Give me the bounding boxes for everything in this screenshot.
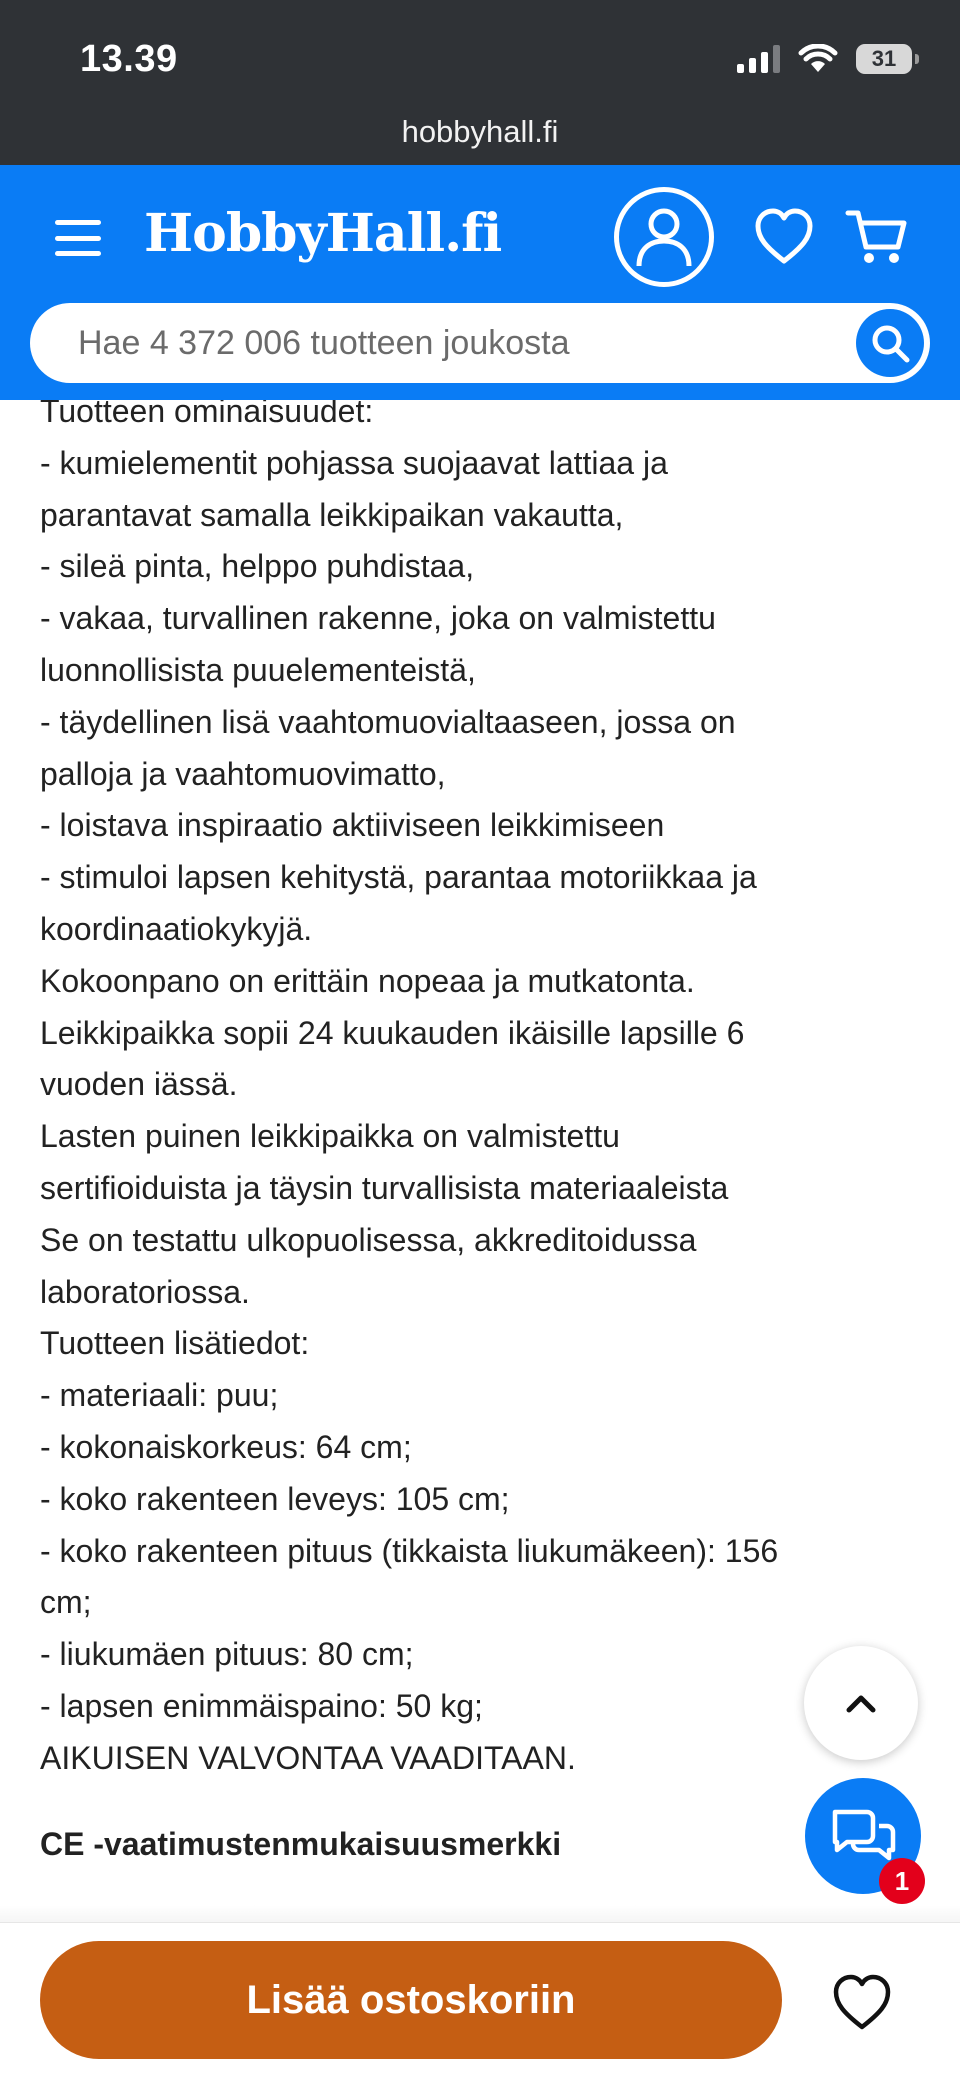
cart-icon[interactable] [844,203,910,269]
favorite-heart-icon[interactable] [830,1971,894,2035]
search-bar [30,303,930,383]
account-icon [635,206,693,268]
description-text [40,400,920,1785]
chevron-up-icon [841,1684,881,1722]
browser-url[interactable]: hobbyhall.fi [401,114,559,149]
description-line: AIKUISEN VALVONTAA VAADITAAN. [40,1739,576,1776]
description-line: - stimuloi lapsen kehitystä, parantaa motoriikkaa ja [40,859,757,896]
battery-level: 31 [871,46,897,71]
description-line: - kumielementit pohjassa suojaavat lattiaa ja [40,444,668,481]
description-line: luonnollisista puuelementeistä, [40,651,476,688]
description-line: vuoden iässä. [40,1066,238,1103]
heart-icon[interactable] [752,205,816,269]
search-button[interactable] [856,309,924,377]
status-icons [737,44,912,74]
description-line: laboratoriossa. [40,1273,250,1310]
chat-icon [829,1806,897,1866]
description-line: Tuotteen lisätiedot: [40,1325,310,1362]
description-line: - koko rakenteen pituus (tikkaista liukumäkeen): 156 [40,1532,779,1569]
wifi-icon [798,44,838,74]
battery-indicator [856,44,912,74]
bottom-action-bar [0,1922,960,2078]
description-line: Se on testattu ulkopuolisessa, akkreditoidussa [40,1221,697,1258]
site-logo[interactable]: HobbyHall.fi [144,203,502,264]
add-to-cart-button[interactable]: Lisää ostoskoriin [40,1941,782,2059]
description-line: - täydellinen lisä vaahtomuovialtaaseen, jossa on [40,703,736,740]
ce-heading: CE -vaatimustenmukaisuusmerkki [40,1826,562,1862]
description-line: Tuotteen ominaisuudet: [40,400,374,429]
description-line: cm; [40,1584,92,1621]
description-line: - materiaali: puu; [40,1377,279,1414]
search-input[interactable] [78,303,838,383]
chat-notification-badge: 1 [879,1858,925,1904]
description-line: - lapsen enimmäispaino: 50 kg; [40,1687,483,1724]
description-line: Lasten puinen leikkipaikka on valmistettu [40,1118,620,1155]
search-icon [869,322,911,364]
description-line: - koko rakenteen leveys: 105 cm; [40,1480,510,1517]
description-line: - vakaa, turvallinen rakenne, joka on valmistettu [40,600,716,637]
menu-icon[interactable] [55,220,101,256]
status-bar [0,0,960,165]
description-line: koordinaatiokykyjä. [40,910,313,947]
scroll-to-top-button[interactable] [804,1646,918,1760]
description-line: parantavat samalla leikkipaikan vakautta, [40,496,624,533]
description-line: sertifioiduista ja täysin turvallisista materiaaleista [40,1169,729,1206]
description-line: - loistava inspiraatio aktiiviseen leikkimiseen [40,807,665,844]
description-line: - kokonaiskorkeus: 64 cm; [40,1428,412,1465]
description-line: Kokoonpano on erittäin nopeaa ja mutkatonta. [40,962,695,999]
account-button[interactable] [614,187,714,287]
product-description [40,400,920,1920]
status-time: 13.39 [80,38,178,80]
cellular-signal-icon [737,45,780,73]
site-header [0,165,960,400]
description-line: palloja ja vaahtomuovimatto, [40,755,446,792]
description-line: Leikkipaikka sopii 24 kuukauden ikäisille lapsille 6 [40,1014,745,1051]
description-line: - liukumäen pituus: 80 cm; [40,1636,414,1673]
description-line: - sileä pinta, helppo puhdistaa, [40,548,475,585]
